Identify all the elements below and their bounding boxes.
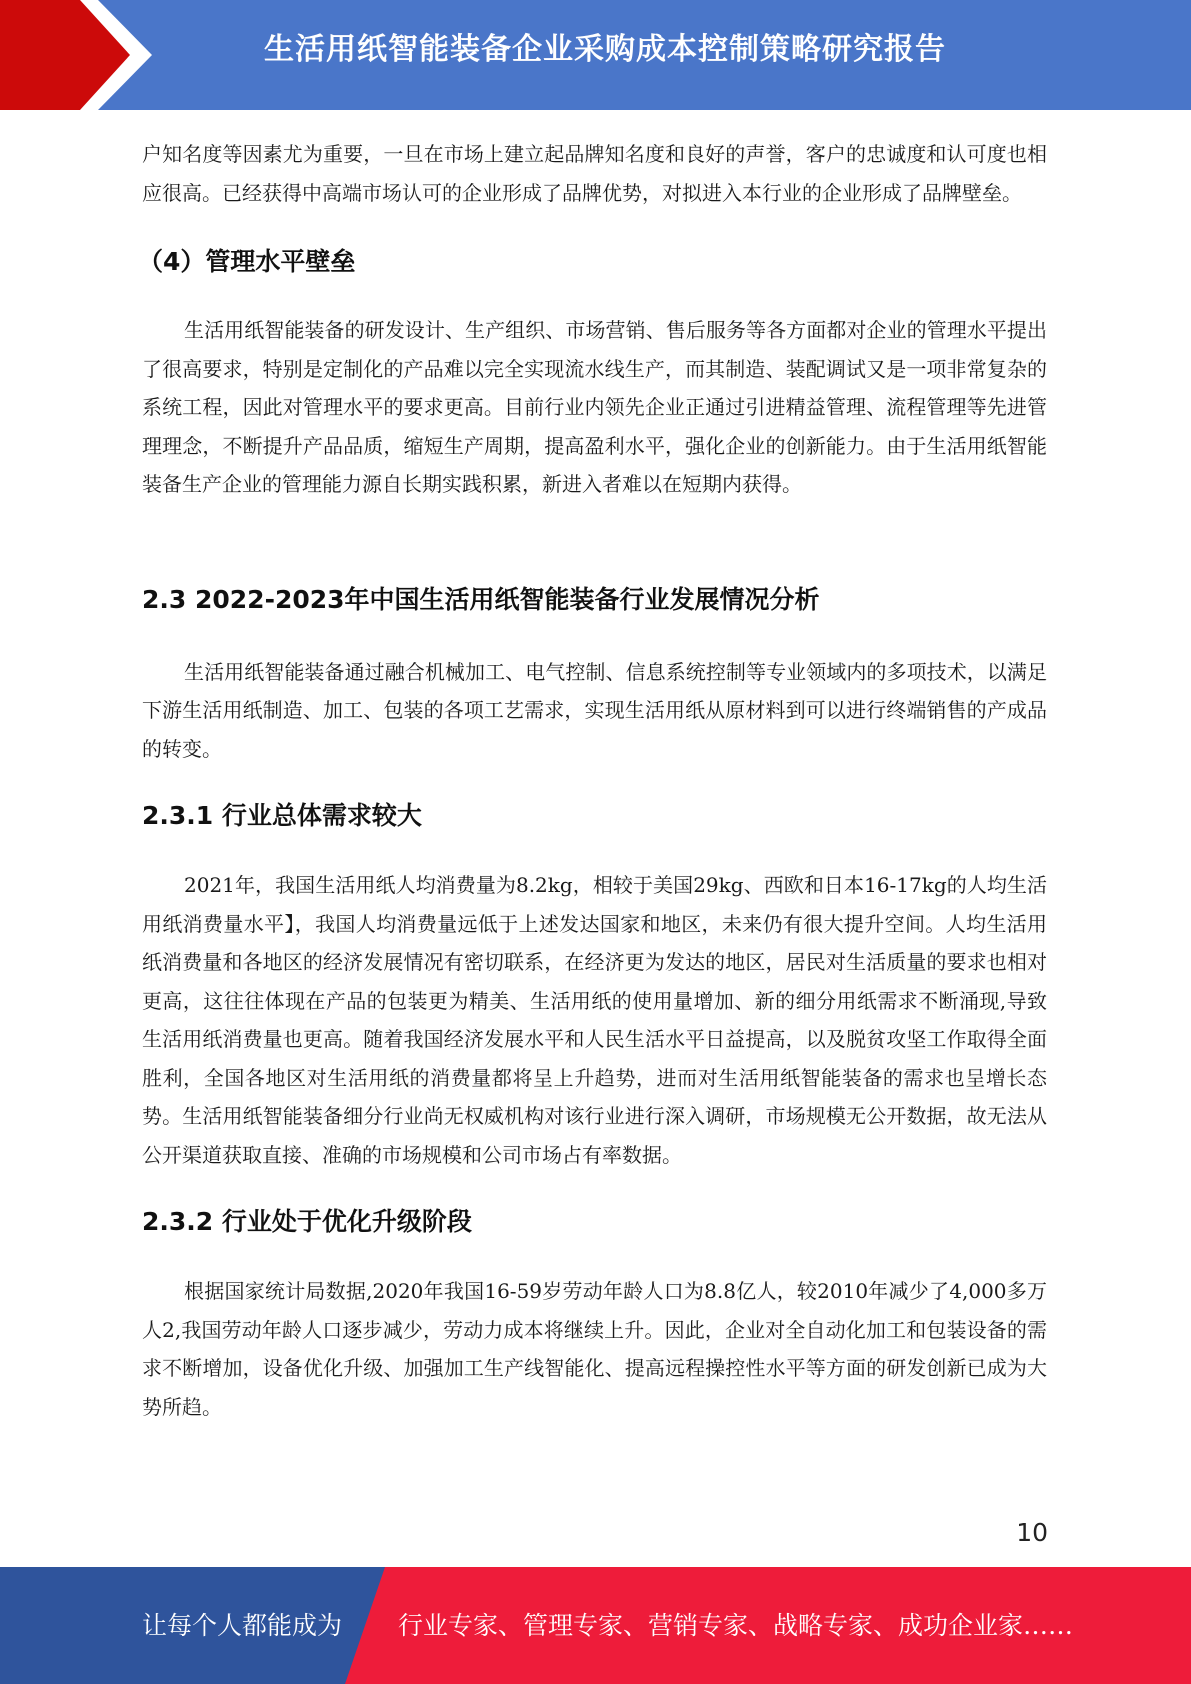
- paragraph-brand-barrier: 户知名度等因素尤为重要，一旦在市场上建立起品牌知名度和良好的声誉，客户的忠诚度和认可度也相应很高。已经获得中高端市场认可的企业形成了品牌优势，对拟进入本行业的企业形成了品牌壁垒。: [142, 142, 1047, 205]
- heading-management-barrier: （4）管理水平壁垒: [138, 247, 356, 276]
- report-title: 生活用纸智能装备企业采购成本控制策略研究报告: [264, 32, 946, 67]
- page-content: [138, 130, 1047, 1426]
- footer-slogan-left: 让每个人都能成为: [142, 1611, 343, 1640]
- page-footer: [0, 1567, 1191, 1684]
- page-header: [0, 0, 1191, 110]
- paragraph-section-2-3-2: 根据国家统计局数据,2020年我国16-59岁劳动年龄人口为8.8亿人，较2010年减少了4,000多万人2,我国劳动年龄人口逐步减少，劳动力成本将继续上升。因此，企业对全自动化加工和包装设备的需求不断增加，设备优化升级、加强加工生产线智能化、提高远程操控性水平等方面的研发创新已成为大势所趋。: [142, 1279, 1047, 1419]
- paragraph-management-barrier: 生活用纸智能装备的研发设计、生产组织、市场营销、售后服务等各方面都对企业的管理水平提出了很高要求，特别是定制化的产品难以完全实现流水线生产，而其制造、装配调试又是一项非常复杂的系统工程，因此对管理水平的要求更高。目前行业内领先企业正通过引进精益管理、流程管理等先进管理理念，不断提升产品品质，缩短生产周期，提高盈利水平，强化企业的创新能力。由于生活用纸智能装备生产企业的管理能力源自长期实践积累，新进入者难以在短期内获得。: [142, 318, 1047, 496]
- heading-section-2-3: 2.3 2022-2023年中国生活用纸智能装备行业发展情况分析: [142, 584, 820, 614]
- footer-slogan-right: 行业专家、管理专家、营销专家、战略专家、成功企业家……: [398, 1611, 1074, 1640]
- page-number: 10: [1016, 1518, 1048, 1547]
- heading-section-2-3-1: 2.3.1 行业总体需求较大: [142, 801, 422, 830]
- paragraph-section-2-3-1: 2021年，我国生活用纸人均消费量为8.2kg，相较于美国29kg、西欧和日本16-17kg的人均生活用纸消费量水平】，我国人均消费量远低于上述发达国家和地区，未来仍有很大提升空间。人均生活用纸消费量和各地区的经济发展情况有密切联系，在经济更为发达的地区，居民对生活质量的要求也相对更高，这往往体现在产品的包装更为精美、生活用纸的使用量增加、新的细分用纸需求不断涌现,导致生活用纸消费量也更高。随着我国经济发展水平和人民生活水平日益提高，以及脱贫攻坚工作取得全面胜利，全国各地区对生活用纸的消费量都将呈上升趋势，进而对生活用纸智能装备的需求也呈增长态势。生活用纸智能装备细分行业尚无权威机构对该行业进行深入调研，市场规模无公开数据，故无法从公开渠道获取直接、准确的市场规模和公司市场占有率数据。: [142, 873, 1047, 1167]
- paragraph-section-2-3: 生活用纸智能装备通过融合机械加工、电气控制、信息系统控制等专业领域内的多项技术，以满足下游生活用纸制造、加工、包装的各项工艺需求，实现生活用纸从原材料到可以进行终端销售的产成品的转变。: [142, 659, 1047, 761]
- heading-section-2-3-2: 2.3.2 行业处于优化升级阶段: [142, 1207, 472, 1236]
